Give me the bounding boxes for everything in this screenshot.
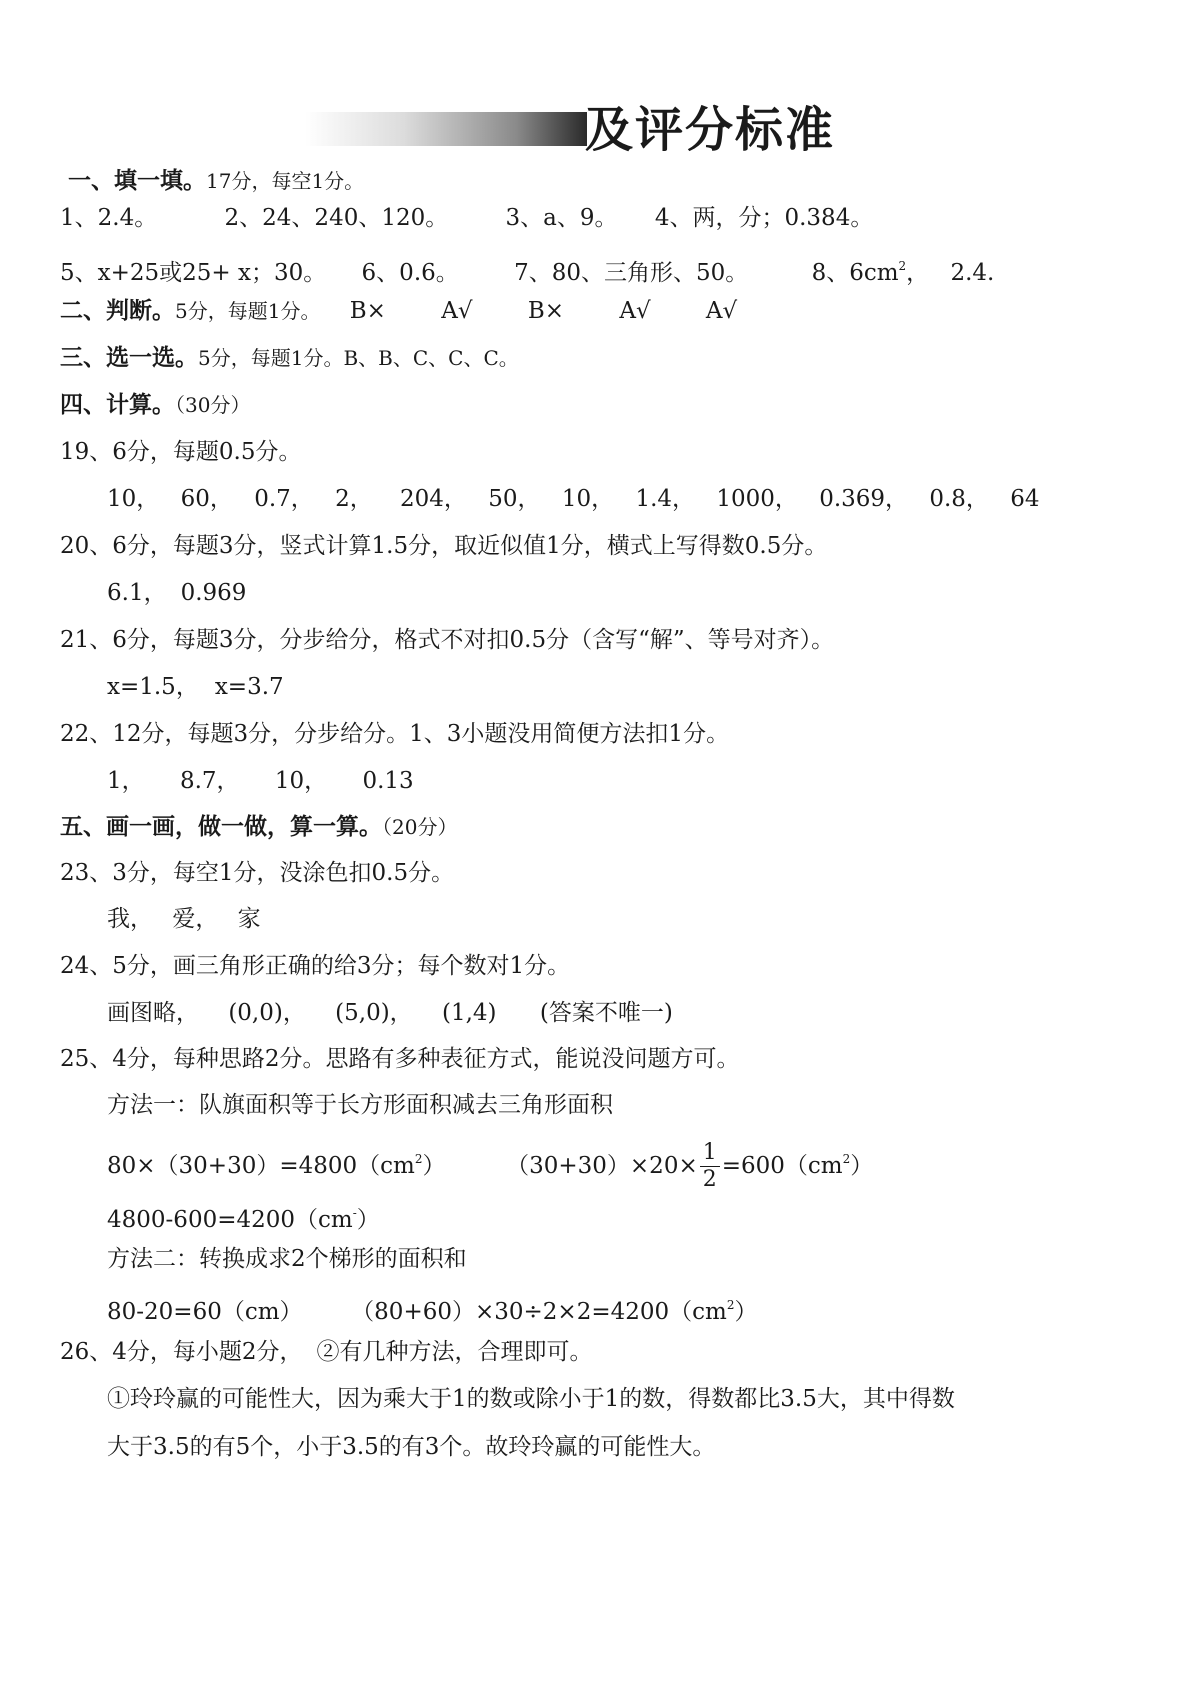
fill-answers-row-1 <box>60 203 873 233</box>
section-score: （30分） <box>175 393 251 417</box>
answer-6: 6、0.6。 <box>361 260 459 286</box>
equation: （30+30）×20× $\frac{1}{2}$ $=600(cm^2)$ <box>506 1140 874 1192</box>
q24-text: 24、5分，画三角形正确的给3分；每个数对1分。 <box>60 953 571 979</box>
equation: 80-20=60（cm） <box>107 1299 303 1325</box>
equation: $80\times(30+30)=4800(cm^2)$ <box>107 1151 446 1179</box>
fraction-one-half: $\frac{1}{2}$ <box>700 1140 720 1193</box>
section-1-heading <box>68 166 364 196</box>
answer-7: 7、80、三角形、50。 <box>514 260 749 286</box>
section-scoring: 17分，每空1分。 <box>206 169 365 193</box>
answer-5: 5、x+25或25+ x；30。 <box>60 260 327 286</box>
q22-answers: 1， 8.7， 10， 0.13 <box>107 768 414 794</box>
q20-answers: 6.1， 0.969 <box>107 580 247 606</box>
judge-answer: B× <box>349 298 386 324</box>
answer-8: 8、$6cm^2$， <box>811 259 930 286</box>
section-3-heading <box>60 343 519 373</box>
section-scoring: 5分，每题1分。B、B、C、C、C。 <box>198 346 519 370</box>
q25-method-1-result: 4800-600=4200（cm-） <box>107 1206 380 1233</box>
section-scoring: 5分，每题1分。 <box>175 299 321 323</box>
answer-8b: 2.4. <box>950 260 995 286</box>
answer-3: 3、a、9。 <box>505 205 618 231</box>
answer-2: 2、24、240、120。 <box>224 205 449 231</box>
section-4-heading <box>60 390 250 420</box>
judge-answer: A√ <box>441 298 473 324</box>
judge-answer: A√ <box>705 298 738 324</box>
q25-method-1-equations <box>107 1140 873 1193</box>
q25-method-2-equations <box>107 1290 757 1327</box>
section-score: （20分） <box>382 815 458 839</box>
answer-1: 1、2.4。 <box>60 205 158 231</box>
section-title: 二、判断。 <box>60 298 175 324</box>
q19-answers: 10， 60， 0.7， 2， 204， 50， 10， 1.4， 1000， 0.369， 0.8， 64 <box>107 486 1040 512</box>
fill-answers-row-2 <box>60 251 994 288</box>
q24-answers: 画图略， (0,0)， (5,0)， (1,4) (答案不唯一) <box>107 1000 673 1026</box>
answer-4: 4、两，分；0.384。 <box>654 205 874 231</box>
section-title: 三、选一选。 <box>60 345 198 371</box>
q25-method-2-title: 方法二：转换成求2个梯形的面积和 <box>107 1246 467 1272</box>
equation: $(80+60)\times 30\div 2\times 2=4200(cm^2)$ <box>351 1298 758 1325</box>
section-5-heading <box>60 812 457 842</box>
q22-text: 22、12分，每题3分，分步给分。1、3小题没用简便方法扣1分。 <box>60 721 730 747</box>
q26-answer-line-1: ①玲玲赢的可能性大，因为乘大于1的数或除小于1的数，得数都比3.5大，其中得数 <box>107 1386 955 1412</box>
q23-answers: 我， 爱， 家 <box>107 906 261 932</box>
q21-answers: x=1.5， x=3.7 <box>107 674 284 700</box>
q19-text: 19、6分，每题0.5分。 <box>60 439 302 465</box>
q21-text: 21、6分，每题3分，分步给分，格式不对扣0.5分（含写“解”、等号对齐）。 <box>60 627 835 653</box>
section-title: 一、填一填。 <box>68 168 206 194</box>
q20-text: 20、6分，每题3分，竖式计算1.5分，取近似值1分，横式上写得数0.5分。 <box>60 533 828 559</box>
q23-text: 23、3分，每空1分，没涂色扣0.5分。 <box>60 860 455 886</box>
section-title: 四、计算。 <box>60 392 175 418</box>
q26-text: 26、4分，每小题2分， ②有几种方法，合理即可。 <box>60 1339 593 1365</box>
section-2-heading <box>60 296 737 326</box>
q25-method-1-title: 方法一：队旗面积等于长方形面积减去三角形面积 <box>107 1092 613 1118</box>
page-title: 及评分标准 <box>585 102 836 158</box>
q26-answer-line-2: 大于3.5的有5个，小于3.5的有3个。故玲玲赢的可能性大。 <box>107 1434 716 1460</box>
q25-text: 25、4分，每种思路2分。思路有多种表征方式，能说没问题方可。 <box>60 1046 740 1072</box>
title-gradient-bar <box>305 112 587 146</box>
section-title: 五、画一画，做一做，算一算。 <box>60 814 382 840</box>
judge-answer: A√ <box>619 298 651 324</box>
judge-answer: B× <box>527 298 565 324</box>
